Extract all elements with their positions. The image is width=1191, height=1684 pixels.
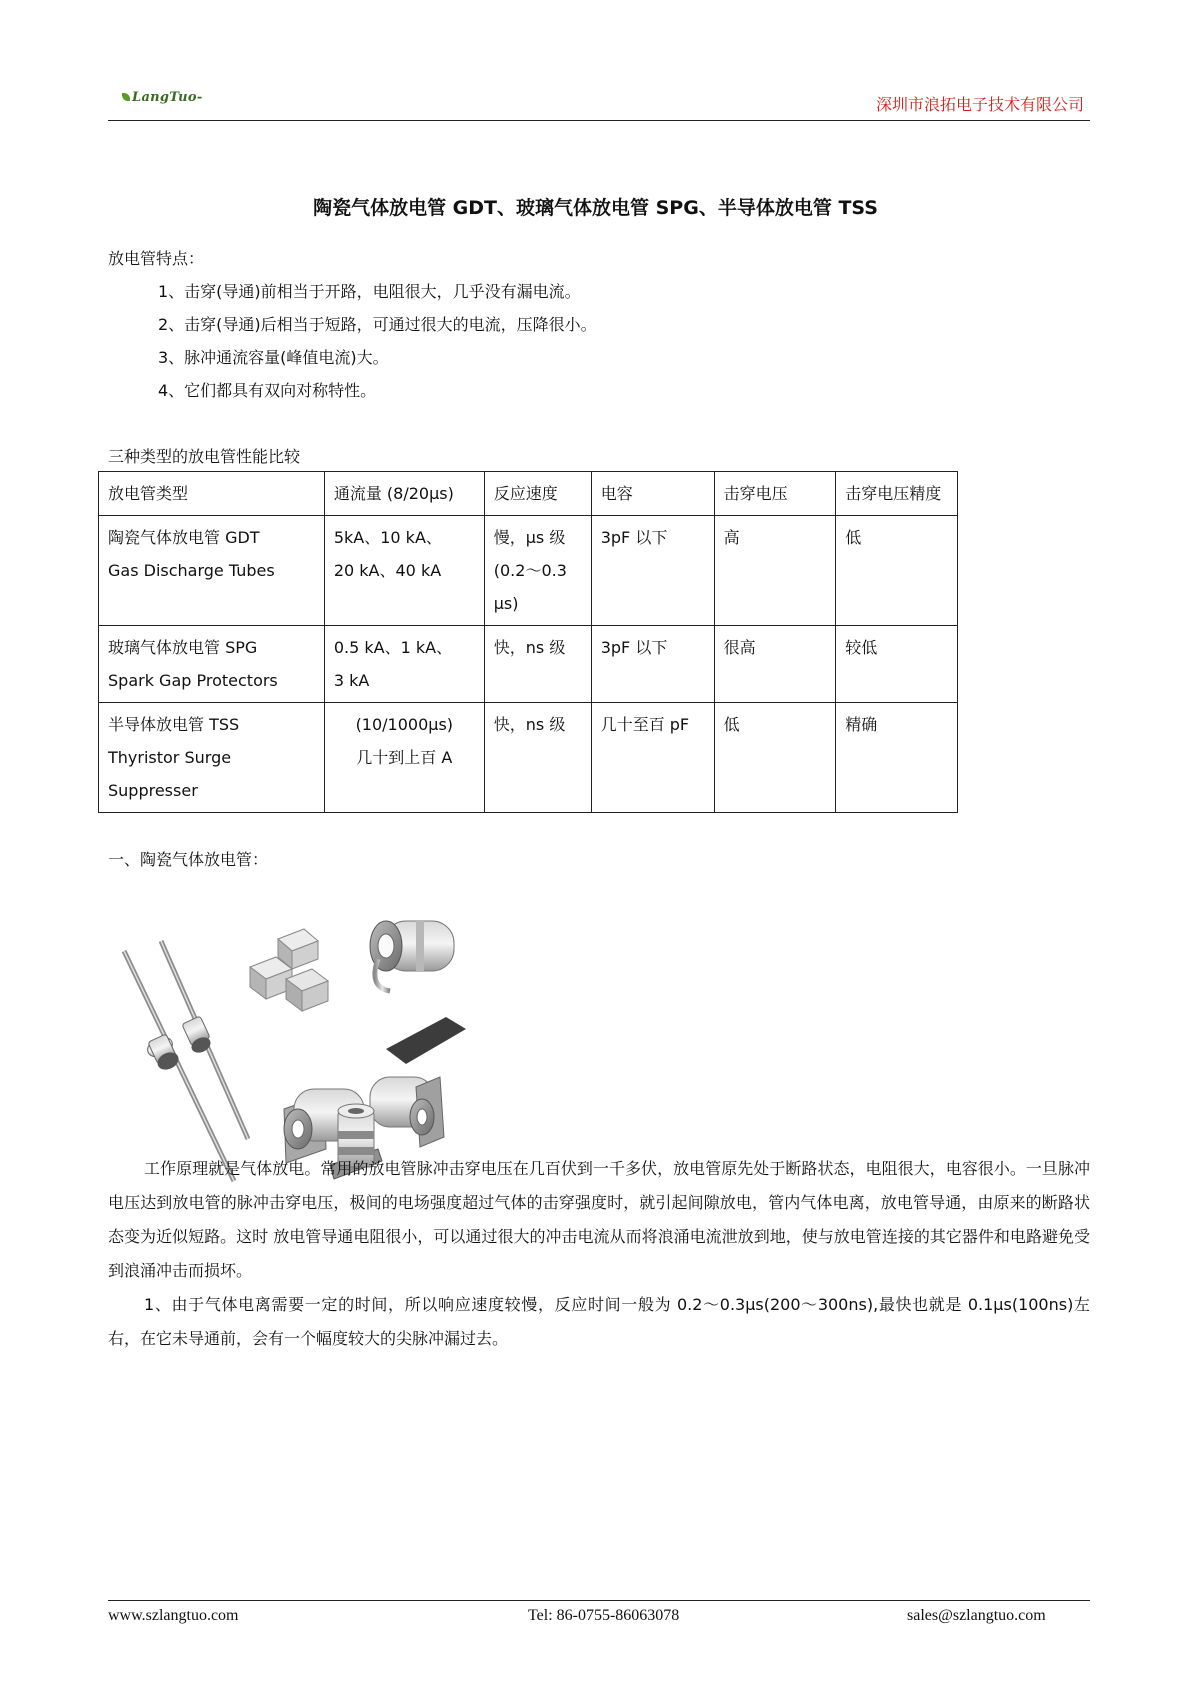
flow-cell [324,703,484,813]
type-cn: 半导体放电管 TSS [108,715,240,734]
flow-line: 几十到上百 A [356,748,453,767]
flow-cell [324,626,484,703]
logo-text: LangTuo [132,90,197,105]
type-cell [99,703,325,813]
header-cell: 反应速度 [484,472,591,516]
flow-line: 20 kA、40 kA [333,561,442,580]
type-cn: 玻璃气体放电管 SPG [108,638,258,657]
speed-cell [484,703,591,813]
footer-website: www.szlangtuo.com [108,1607,239,1624]
feature-item: 3、脉冲通流容量(峰值电流)大。 [158,348,389,367]
type-cell [99,516,325,626]
company-logo: LangTuo- [122,90,203,105]
type-cn: 陶瓷气体放电管 GDT [108,528,260,547]
feature-item: 2、击穿(导通)后相当于短路，可通过很大的电流，压降很小。 [158,315,597,334]
response-speed-paragraph: 1、由于气体电离需要一定的时间，所以响应速度较慢，反应时间一般为 0.2～0.3μs(200～300ns),最快也就是 0.1μs(100ns)左右，在它未导通前，会有一个幅度较大的尖脉冲漏过去。 [108,1295,1090,1348]
capacitance-cell: 几十至百 pF [591,703,714,813]
accuracy-cell: 低 [836,516,958,626]
speed-cell [484,516,591,626]
header-cell: 电容 [591,472,714,516]
voltage-cell: 高 [714,516,836,626]
voltage-cell: 很高 [714,626,836,703]
section-heading: 一、陶瓷气体放电管： [108,850,269,869]
feature-item: 4、它们都具有双向对称特性。 [158,381,377,400]
speed-line: (0.2～0.3 [493,561,567,580]
smd-cubes [250,929,328,1011]
capacitance-cell: 3pF 以下 [591,626,714,703]
footer-tel: Tel: 86-0755-86063078 [528,1607,680,1624]
feature-item: 1、击穿(导通)前相当于开路，电阻很大，几乎没有漏电流。 [158,282,581,301]
axial-tube-right [161,941,248,1139]
flow-cell [324,516,484,626]
flow-line: 0.5 kA、1 kA、 [333,638,453,657]
table-header-row [99,472,958,516]
table-row [99,516,958,626]
page-header [108,84,1090,121]
comparison-table [98,471,958,813]
flow-line: 5kA、10 kA、 [333,528,442,547]
company-name: 深圳市浪拓电子技术有限公司 [875,95,1084,114]
type-en: Spark Gap Protectors [108,671,278,690]
gas-discharge-tubes-photo [116,899,476,1189]
accuracy-cell: 精确 [836,703,958,813]
table-row [99,626,958,703]
features-heading: 放电管特点： [108,249,205,268]
header-cell: 通流量 (8/20μs) [324,472,484,516]
speed-cell [484,626,591,703]
working-principle-paragraph: 工作原理就是气体放电。常用的放电管脉冲击穿电压在几百伏到一千多伏，放电管原先处于断路状态，电阻很大，电容很小。一旦脉冲电压达到放电管的脉冲击穿电压，极间的电场强度超过气体的击穿强度时，就引起间隙放电，管内气体电离，放电管导通，由原来的断路状态变为近似短路。这时 放电管导通电阻很小，可以通过很大的冲击电流从而将浪涌电流泄放到地，使与放电管连接的其它器件和电路避免受到浪涌冲击而损坏。 [108,1159,1090,1280]
header-cell: 放电管类型 [99,472,325,516]
document-title: 陶瓷气体放电管 GDT、玻璃气体放电管 SPG、半导体放电管 TSS [313,197,878,219]
three-electrode-tube [370,921,466,1064]
speed-line: 快，ns 级 [493,638,566,657]
type-en: Gas Discharge Tubes [108,561,275,580]
header-cell: 击穿电压精度 [836,472,958,516]
voltage-cell: 低 [714,703,836,813]
footer-email: sales@szlangtuo.com [907,1607,1046,1624]
capacitance-cell: 3pF 以下 [591,516,714,626]
speed-line: 快，ns 级 [493,715,566,734]
type-en: Thyristor Surge Suppresser [108,748,232,800]
table-caption: 三种类型的放电管性能比较 [108,447,301,466]
accuracy-cell: 较低 [836,626,958,703]
speed-line: 慢，μs 级 [493,528,566,547]
type-cell [99,626,325,703]
leaf-icon [122,93,130,101]
header-cell: 击穿电压 [714,472,836,516]
speed-line: μs) [493,594,519,613]
flow-line: (10/1000μs) [355,715,454,734]
flow-line: 3 kA [333,671,370,690]
table-row [99,703,958,813]
footer-divider [108,1600,1090,1601]
